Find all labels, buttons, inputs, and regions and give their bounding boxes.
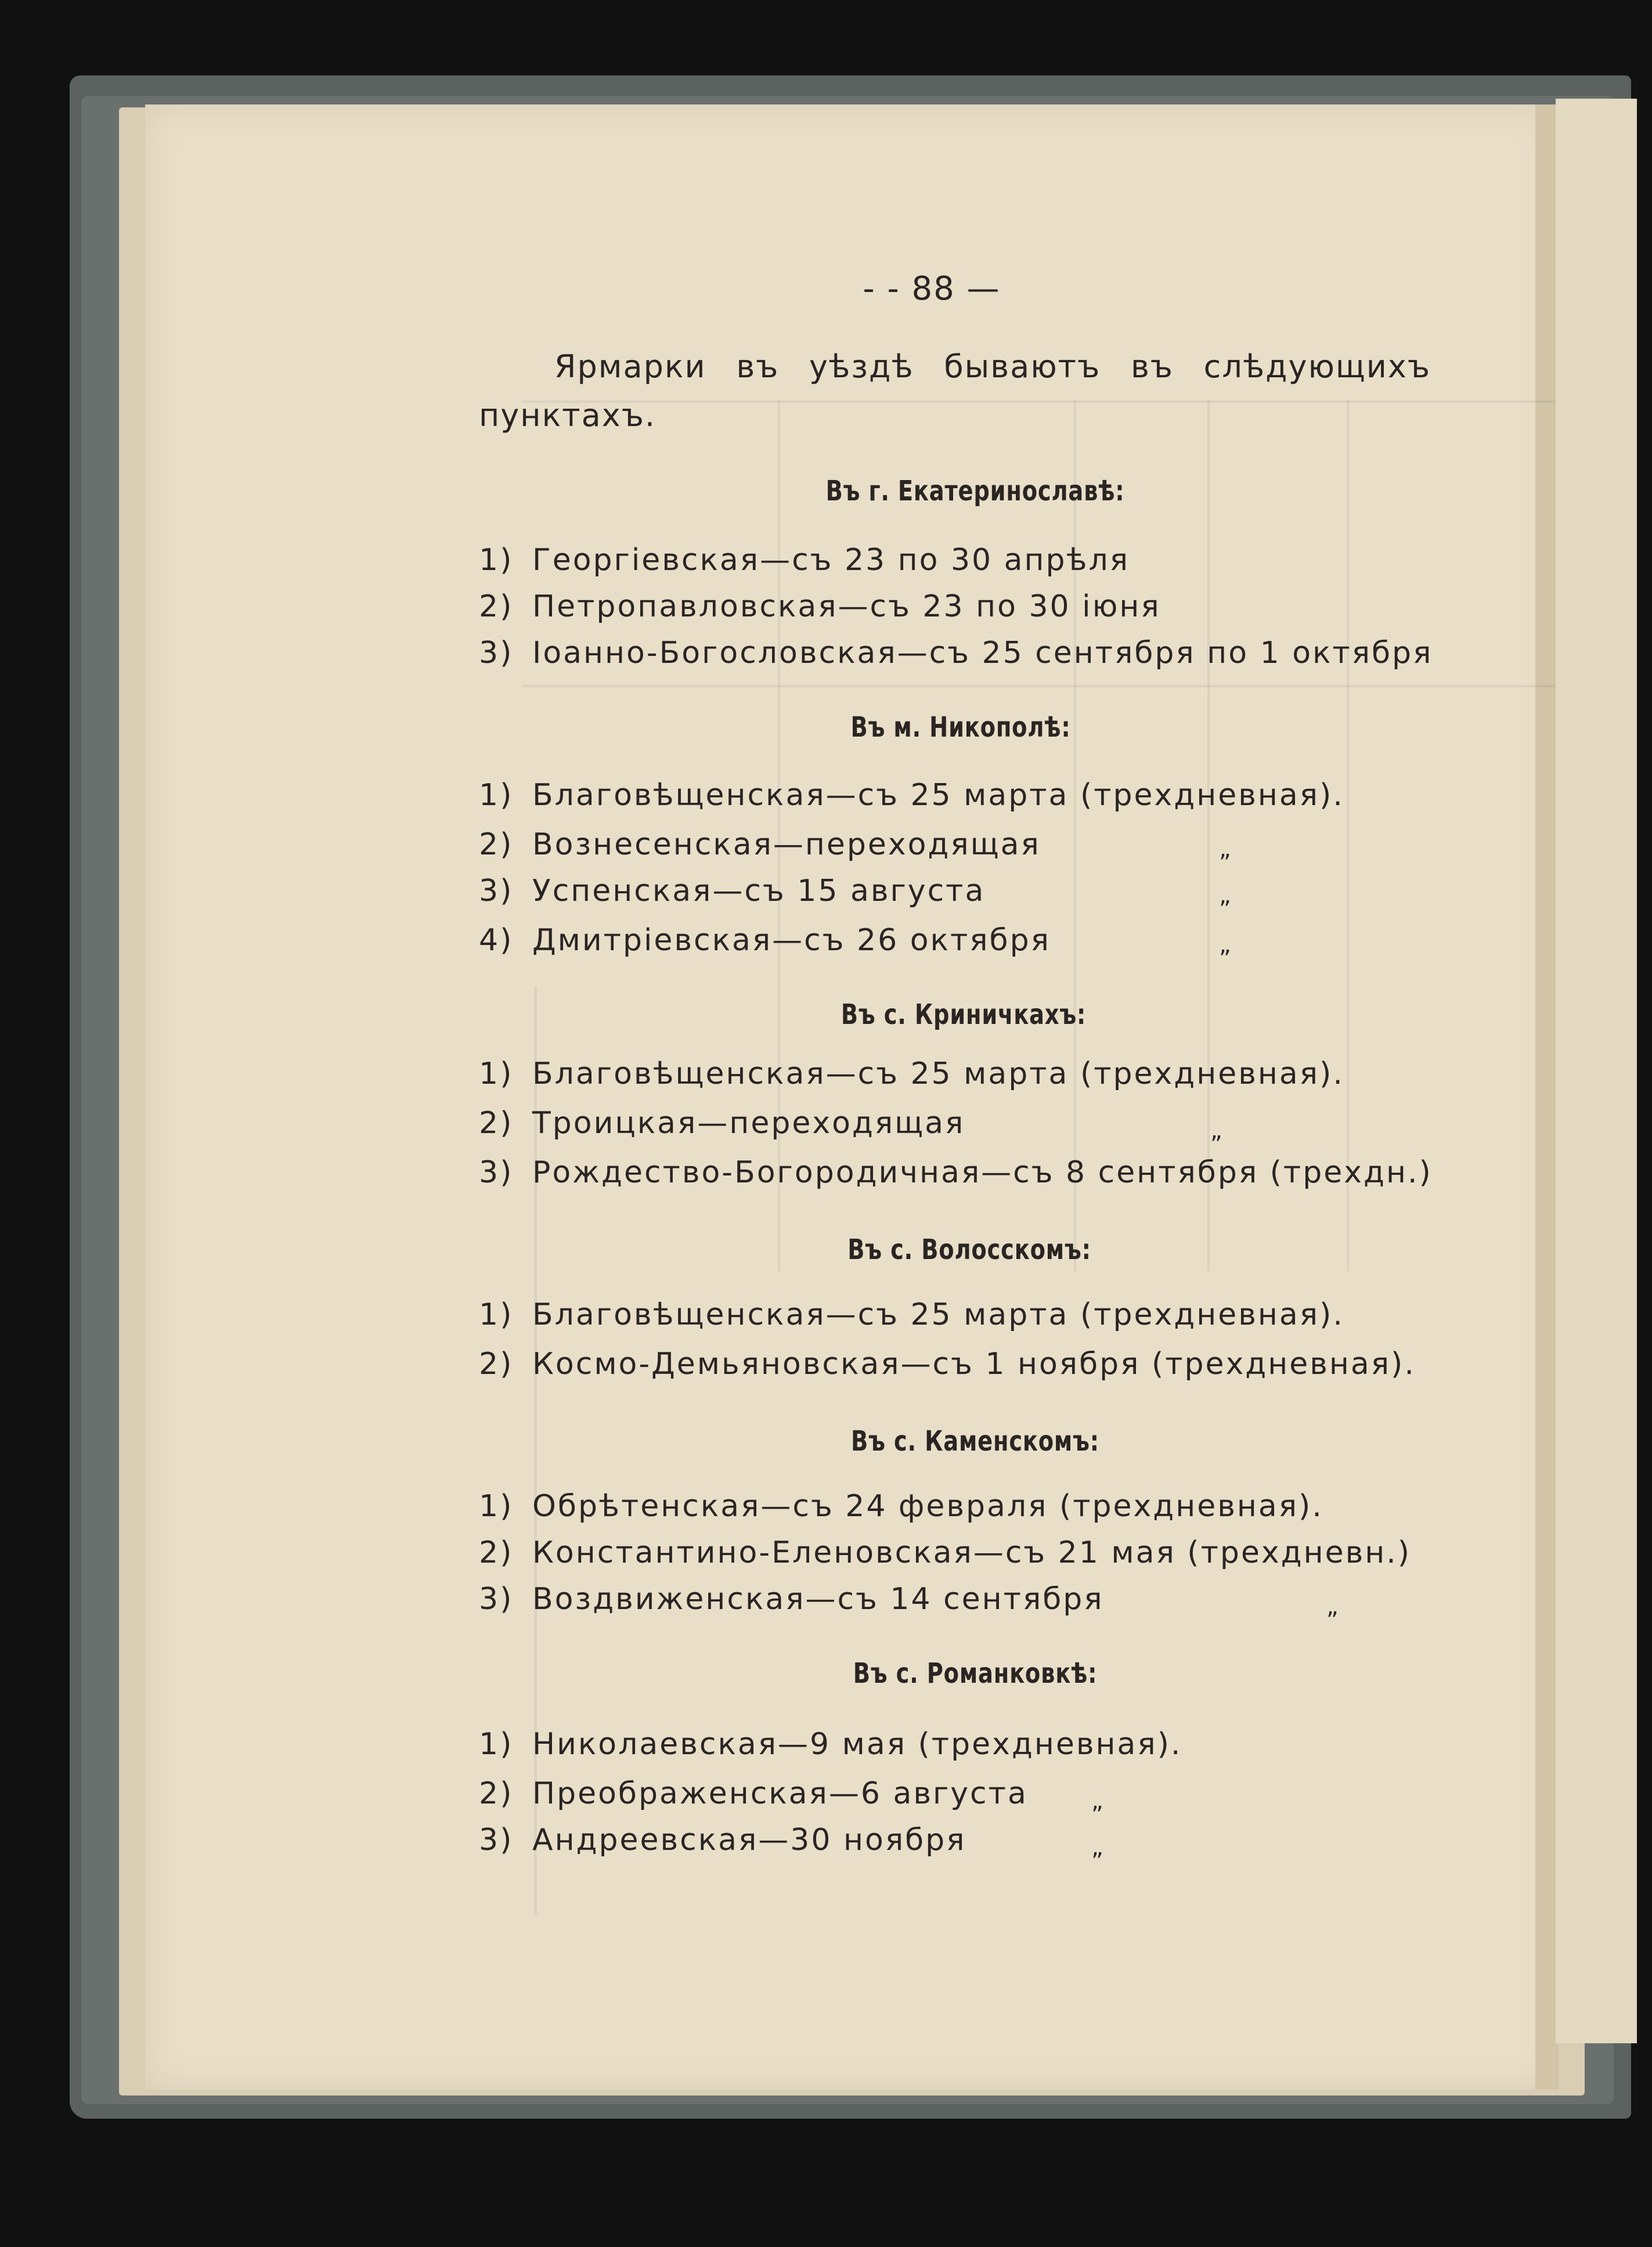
- item-number: 3): [479, 1823, 514, 1858]
- item-number: 1): [479, 1056, 514, 1091]
- section-heading: Въ с. Криничкахъ:: [841, 998, 1087, 1031]
- list-item: [479, 923, 1051, 958]
- list-item: [479, 1776, 1028, 1811]
- item-number: 4): [479, 923, 514, 958]
- item-text: Воздвиженская—съ 14 сентября: [532, 1582, 1104, 1617]
- list-item: [479, 1823, 966, 1858]
- item-number: 3): [479, 1582, 514, 1617]
- section-heading: Въ с. Романковкѣ:: [853, 1657, 1098, 1690]
- item-text: Константино-Еленовская—съ 21 мая (трехдневн.): [532, 1535, 1412, 1570]
- item-number: 3): [479, 874, 514, 908]
- item-number: 2): [479, 1347, 514, 1382]
- item-number: 1): [479, 1489, 514, 1524]
- list-item: [479, 874, 985, 908]
- list-item: [479, 1106, 965, 1141]
- item-number: 1): [479, 1297, 514, 1332]
- item-text: Благовѣщенская—съ 25 марта (трехдневная).: [532, 778, 1344, 813]
- list-item: [479, 1155, 1433, 1190]
- item-number: 3): [479, 636, 514, 670]
- item-text: Іоанно-Богословская—съ 25 сентября по 1 октября: [532, 636, 1433, 670]
- item-text: Рождество-Богородичная—съ 8 сентября (трехдн.): [532, 1155, 1433, 1190]
- list-item: [479, 543, 1130, 578]
- list-item: [479, 827, 1041, 862]
- item-number: 1): [479, 778, 514, 813]
- list-item: [479, 1489, 1323, 1524]
- list-item: [479, 1535, 1411, 1570]
- item-text: Вознесенская—переходящая: [532, 827, 1041, 862]
- ditto-mark: „: [1326, 1593, 1339, 1620]
- section-heading: Въ с. Каменскомъ:: [851, 1425, 1099, 1458]
- list-item: [479, 1056, 1344, 1091]
- ditto-mark: „: [1210, 1117, 1222, 1144]
- item-text: Благовѣщенская—съ 25 марта (трехдневная).: [532, 1297, 1344, 1332]
- ditto-mark: „: [1219, 882, 1231, 909]
- item-number: 1): [479, 543, 514, 578]
- list-item: [479, 1582, 1104, 1617]
- item-text: Георгіевская—съ 23 по 30 апрѣля: [532, 543, 1130, 578]
- item-text: Космо-Демьяновская—съ 1 ноября (трехдневная).: [532, 1347, 1416, 1382]
- item-text: Преображенская—6 августа: [532, 1776, 1028, 1811]
- item-text: Благовѣщенская—съ 25 марта (трехдневная).: [532, 1056, 1344, 1091]
- item-number: 2): [479, 1535, 514, 1570]
- list-item: [479, 1347, 1416, 1382]
- section-heading: Въ м. Никополѣ:: [850, 711, 1071, 744]
- item-number: 2): [479, 1106, 514, 1141]
- ditto-mark: „: [1219, 836, 1231, 863]
- item-number: 2): [479, 589, 514, 624]
- item-number: 1): [479, 1727, 514, 1762]
- page-number: - - 88 —: [863, 270, 1001, 308]
- section-heading: Въ г. Екатеринославѣ:: [825, 475, 1125, 507]
- item-text: Троицкая—переходящая: [532, 1106, 965, 1141]
- item-text: Дмитріевская—съ 26 октября: [532, 923, 1051, 958]
- ditto-mark: „: [1091, 1834, 1103, 1861]
- intro-paragraph: Ярмарки въ уѣздѣ бываютъ въ слѣдующихъ пунктахъ.: [479, 348, 1431, 434]
- ditto-mark: „: [1219, 932, 1231, 958]
- list-item: [479, 778, 1344, 813]
- item-text: Обрѣтенская—съ 24 февраля (трехдневная).: [532, 1489, 1323, 1524]
- item-text: Николаевская—9 мая (трехдневная).: [532, 1727, 1182, 1762]
- item-number: 2): [479, 1776, 514, 1811]
- ditto-mark: „: [1091, 1788, 1103, 1815]
- section-heading: Въ с. Волосскомъ:: [847, 1233, 1091, 1266]
- item-text: Петропавловская—съ 23 по 30 іюня: [532, 589, 1161, 624]
- item-number: 3): [479, 1155, 514, 1190]
- list-item: [479, 1297, 1344, 1332]
- list-item: [479, 1727, 1182, 1762]
- list-item: [479, 636, 1433, 670]
- item-text: Успенская—съ 15 августа: [532, 874, 986, 908]
- item-text: Андреевская—30 ноября: [532, 1823, 966, 1858]
- list-item: [479, 589, 1161, 624]
- item-number: 2): [479, 827, 514, 862]
